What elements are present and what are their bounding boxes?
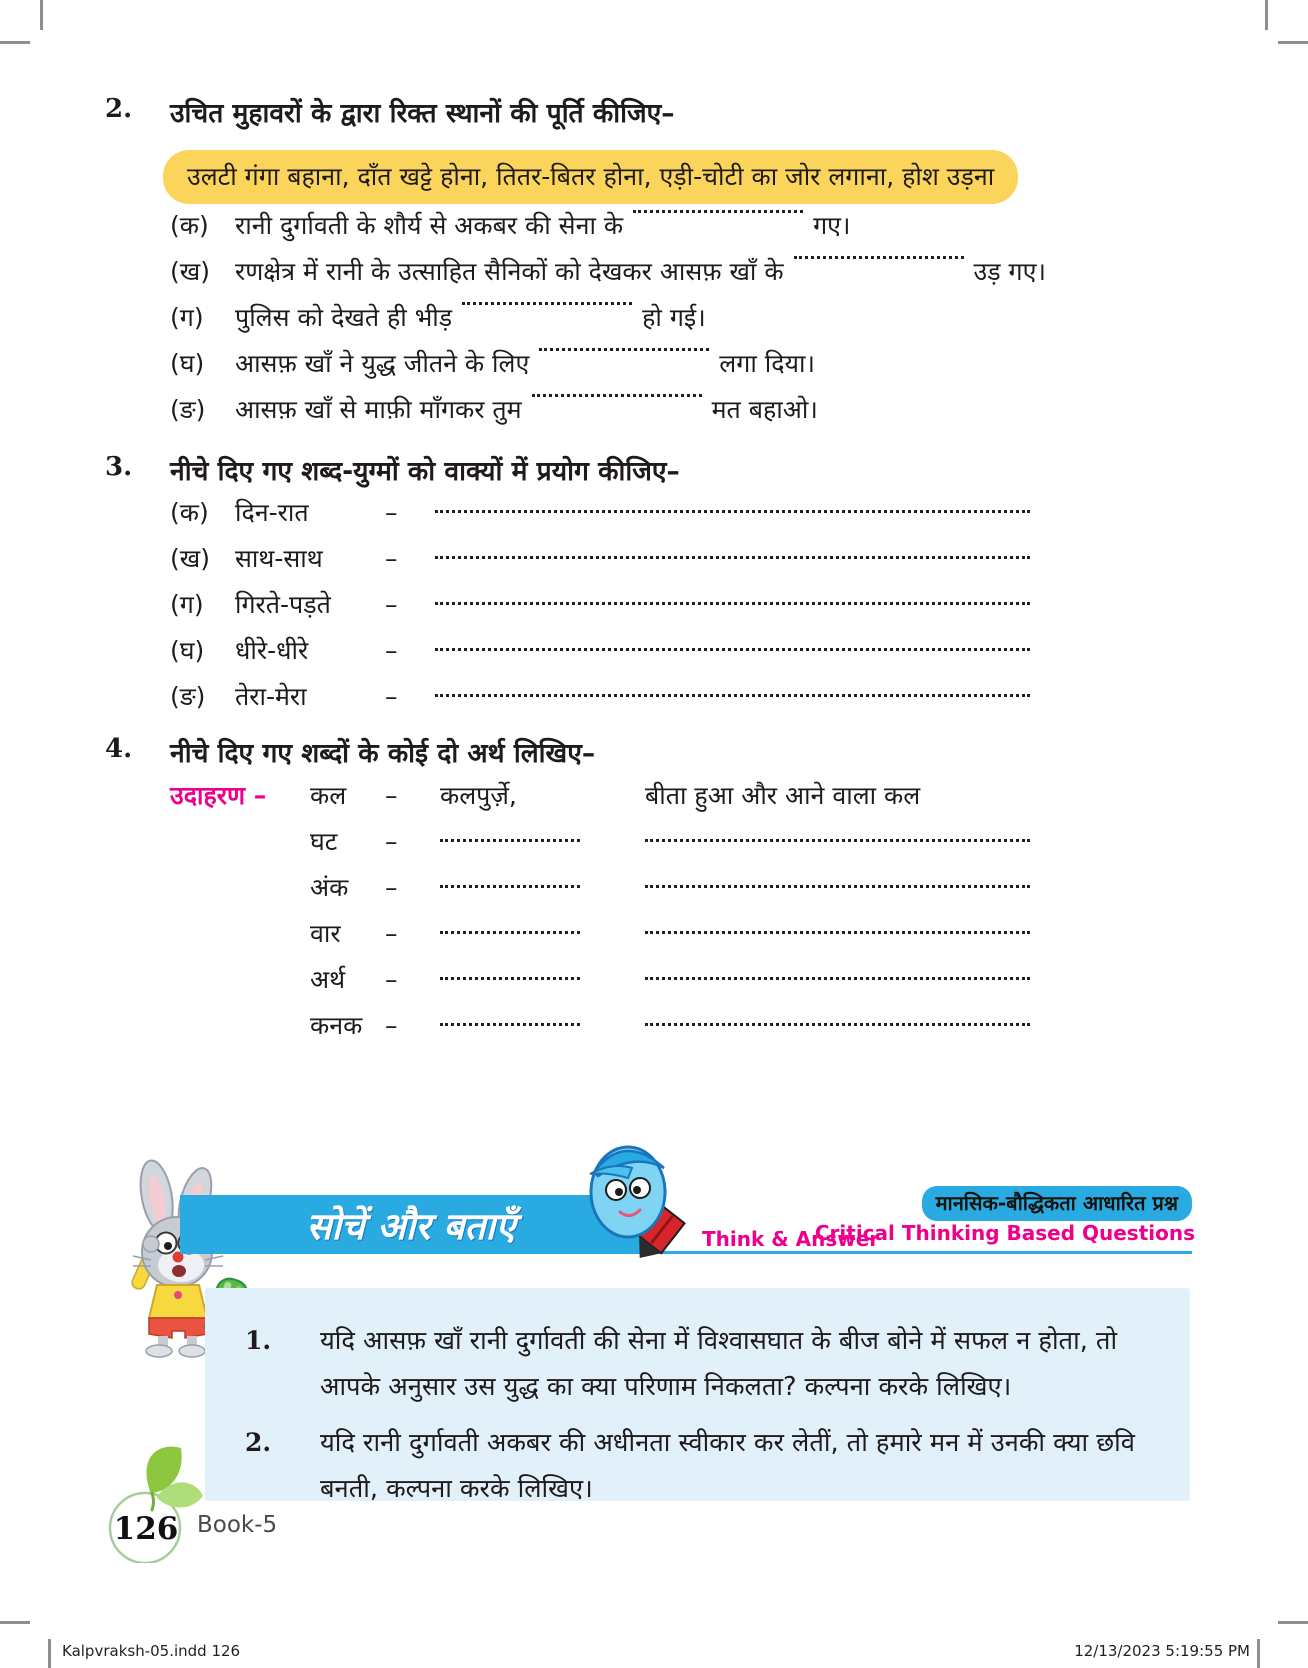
item-text-after: मत बहाओ। (711, 395, 818, 424)
crop-mark-bottom-left-h (0, 1621, 30, 1624)
question-2-heading-row (105, 94, 675, 130)
answer-line-short (440, 1010, 580, 1026)
word-pair-item (105, 543, 1265, 574)
question-4-example-row (105, 780, 1265, 826)
crop-mark-top-right-h (1278, 41, 1308, 44)
word-pair-item (105, 681, 1265, 712)
example-meaning-2: बीता हुआ और आने वाला कल (645, 781, 921, 810)
example-meaning-1: कलपुर्ज़े, (440, 781, 517, 810)
word-pair: दिन-रात (235, 498, 309, 527)
word-pair: तेरा-मेरा (235, 682, 307, 711)
item-text-before: रणक्षेत्र में रानी के उत्साहित सैनिकों को देखकर आसफ़ खाँ के (235, 257, 784, 286)
question-4-title: नीचे दिए गए शब्दों के कोई दो अर्थ लिखिए– (170, 738, 596, 769)
question-3-heading-row (105, 452, 680, 488)
book-label: Book-5 (197, 1512, 278, 1538)
dash: – (385, 965, 398, 994)
two-meanings-item (105, 918, 1265, 949)
answer-line-short (440, 964, 580, 980)
answer-line-short (440, 918, 580, 934)
answer-line (435, 543, 1030, 559)
fill-blank-item (105, 348, 1265, 379)
two-meanings-item (105, 826, 1265, 857)
dash: – (385, 590, 398, 619)
item-label: (ङ) (170, 395, 206, 424)
fill-blank-item (105, 302, 1265, 333)
answer-line-short (440, 826, 580, 842)
think-question-number: 1. (245, 1326, 272, 1355)
answer-line-short (440, 872, 580, 888)
dash: – (385, 498, 398, 527)
crop-mark-top-left-v (40, 0, 43, 30)
question-2-title: उचित मुहावरों के द्वारा रिक्त स्थानों की पूर्ति कीजिए– (170, 98, 675, 129)
item-text-before: आसफ़ खाँ से माफ़ी माँगकर तुम (235, 395, 522, 424)
answer-line-long (645, 826, 1030, 842)
answer-line (435, 635, 1030, 651)
answer-line (435, 681, 1030, 697)
dash: – (385, 827, 398, 856)
banner-rule (628, 1251, 1192, 1254)
two-meanings-item (105, 964, 1265, 995)
item-text-after: हो गई। (642, 303, 706, 332)
dash: – (385, 781, 398, 810)
answer-blank (539, 348, 709, 351)
dash: – (385, 1011, 398, 1040)
critical-thinking-english: Critical Thinking Based Questions (814, 1221, 1195, 1245)
crop-mark-top-right-v (1265, 0, 1268, 30)
page-number: 126 (113, 1511, 179, 1547)
word: वार (310, 919, 341, 948)
print-file-label: Kalpvraksh-05.indd 126 (62, 1642, 241, 1660)
word-pair-item (105, 589, 1265, 620)
answer-line-long (645, 964, 1030, 980)
think-question (245, 1420, 1162, 1512)
think-answer-question-box (205, 1288, 1190, 1504)
dash: – (385, 544, 398, 573)
crop-mark-top-left-h (0, 41, 30, 44)
item-label: (क) (170, 211, 209, 240)
example-label: उदाहरण – (170, 781, 267, 810)
think-question (245, 1318, 1162, 1410)
two-meanings-item (105, 1010, 1265, 1041)
question-4-heading-row (105, 734, 595, 770)
think-question-text: यदि आसफ़ खाँ रानी दुर्गावती की सेना में विश्वासघात के बीज बोने में सफल न होता, तो आपके अनुसार उस युद्ध का क्या परिणाम निकलता? कल्पना करके लिखिए। (320, 1326, 1118, 1402)
print-datetime: 12/13/2023 5:19:55 PM (1074, 1642, 1250, 1660)
word-pair-item (105, 497, 1265, 528)
think-answer-banner (180, 1195, 642, 1254)
answer-line-long (645, 918, 1030, 934)
fill-blank-item (105, 394, 1265, 425)
banner-title: सोचें और बताएँ (306, 1205, 516, 1248)
item-label: (घ) (170, 636, 205, 665)
example-word: कल (310, 781, 347, 810)
item-text-after: गए। (813, 211, 851, 240)
item-text-after: लगा दिया। (719, 349, 815, 378)
item-label: (ख) (170, 544, 210, 573)
item-text-after: उड़ गए। (973, 257, 1046, 286)
answer-line-long (645, 1010, 1030, 1026)
word: अंक (310, 873, 349, 902)
item-label: (ख) (170, 257, 210, 286)
word-pair: गिरते-पड़ते (235, 590, 331, 619)
idiom-bank-box: उलटी गंगा बहाना, दाँत खट्टे होना, तितर-बितर होना, एड़ी-चोटी का जोर लगाना, होश उड़ना (163, 150, 1018, 204)
question-3-title: नीचे दिए गए शब्द-युग्मों को वाक्यों में प्रयोग कीजिए– (170, 456, 680, 487)
word-pair: साथ-साथ (235, 544, 323, 573)
answer-blank (532, 394, 702, 397)
answer-line-long (645, 872, 1030, 888)
question-4-number: 4. (105, 734, 133, 764)
crop-mark-bottom-right-v (1257, 1639, 1260, 1668)
banner-subtitle: Think & Answer (702, 1227, 880, 1251)
item-label: (ग) (170, 303, 204, 332)
item-label: (क) (170, 498, 209, 527)
question-2-items (105, 210, 1265, 440)
item-label: (घ) (170, 349, 205, 378)
dash: – (385, 873, 398, 902)
word: कनक (310, 1011, 363, 1040)
two-meanings-item (105, 872, 1265, 903)
item-text-before: आसफ़ खाँ ने युद्ध जीतने के लिए (235, 349, 530, 378)
item-label: (ङ) (170, 682, 206, 711)
word: अर्थ (310, 965, 346, 994)
crop-mark-bottom-right-h (1278, 1621, 1308, 1624)
dash: – (385, 636, 398, 665)
dash: – (385, 919, 398, 948)
answer-blank (633, 210, 803, 213)
answer-line (435, 589, 1030, 605)
answer-blank (794, 256, 964, 259)
word-pair-item (105, 635, 1265, 666)
question-3-items (105, 497, 1265, 727)
think-question-number: 2. (245, 1428, 272, 1457)
word: घट (310, 827, 338, 856)
fill-blank-item (105, 256, 1265, 287)
question-3-number: 3. (105, 452, 133, 482)
fill-blank-item (105, 210, 1265, 241)
question-2-number: 2. (105, 94, 133, 124)
critical-thinking-badge: मानसिक-बौद्धिकता आधारित प्रश्न (922, 1186, 1192, 1221)
word-pair: धीरे-धीरे (235, 636, 309, 665)
pencil-mascot-icon (578, 1128, 696, 1266)
item-text-before: पुलिस को देखते ही भीड़ (235, 303, 453, 332)
think-question-text: यदि रानी दुर्गावती अकबर की अधीनता स्वीकार कर लेतीं, तो हमारे मन में उनकी क्या छवि बनती, कल्पना करके लिखिए। (320, 1428, 1135, 1504)
crop-mark-bottom-left-v (48, 1639, 51, 1668)
dash: – (385, 682, 398, 711)
answer-line (435, 497, 1030, 513)
item-label: (ग) (170, 590, 204, 619)
answer-blank (462, 302, 632, 305)
question-4-items (105, 826, 1265, 1056)
item-text-before: रानी दुर्गावती के शौर्य से अकबर की सेना के (235, 211, 624, 240)
